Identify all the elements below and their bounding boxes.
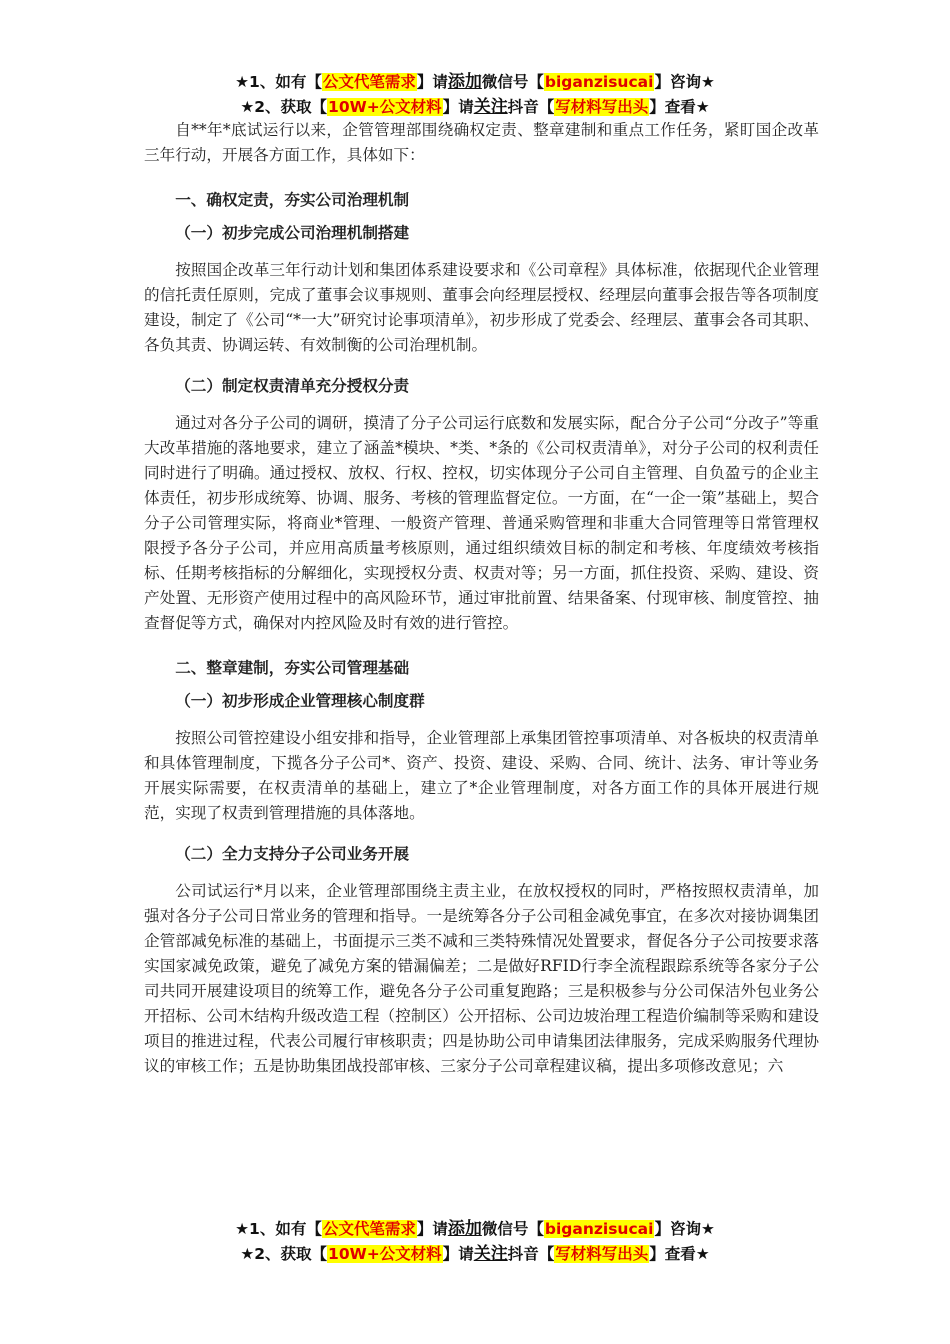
- promo-text: ★2、获取【: [240, 98, 328, 116]
- document-body: [144, 118, 819, 1079]
- promo-highlight: 公文代笔需求: [322, 1220, 416, 1238]
- body-paragraph: 按照公司管控建设小组安排和指导，企业管理部上承集团管控事项清单、对各板块的权责清单和具体管理制度，下揽各分子公司*、资产、投资、建设、采购、合同、统计、法务、审计等业务开展实际需要，在权责清单的基础上，建立了*企业管理制度，对各方面工作的具体开展进行规范，实现了权责到管理措施的具体落地。: [144, 729, 819, 822]
- promo-highlight: 公文代笔需求: [322, 73, 416, 91]
- promo-line-2: [0, 95, 950, 120]
- promo-underline: 添加: [447, 72, 482, 92]
- promo-text: 】请: [442, 98, 474, 116]
- promo-highlight: 10W+公文材料: [328, 1245, 442, 1263]
- promo-text: 】请: [416, 73, 448, 91]
- subsection-heading: （一）初步形成企业管理核心制度群: [175, 692, 425, 710]
- promo-line-1: [0, 1217, 950, 1242]
- promo-text: 】查看★: [649, 1245, 710, 1263]
- subsection-heading: （一）初步完成公司治理机制搭建: [175, 224, 410, 242]
- promo-underline: 关注: [473, 1244, 508, 1264]
- promo-text: 抖音【: [507, 98, 555, 116]
- promo-text: 微信号【: [481, 1220, 544, 1238]
- body-paragraph: 公司试运行*月以来，企业管理部围绕主责主业，在放权授权的同时，严格按照权责清单，加强对各分子公司日常业务的管理和指导。一是统筹各分子公司租金减免事宜，在多次对接协调集团企管部减免标准的基础上，书面提示三类不减和三类特殊情况处置要求，督促各分子公司按要求落实国家减免政策，避免了减免方案的错漏偏差；二是做好RFID行李全流程跟踪系统等各家分子公司共同开展建设项目的统筹工作，避免各分子公司重复跑路；三是积极参与分公司保洁外包业务公开招标、公司木结构升级改造工程（控制区）公开招标、公司边坡治理工程造价编制等采购和建设项目的推进过程，代表公司履行审核职责；四是协助公司申请集团法律服务，完成采购服务代理协议的审核工作；五是协助集团战投部审核、三家分子公司章程建议稿，提出多项修改意见；六: [144, 882, 819, 1075]
- promo-underline: 添加: [447, 1219, 482, 1239]
- promo-text: 】查看★: [649, 98, 710, 116]
- promo-highlight: biganzisucai: [544, 1220, 654, 1238]
- promo-header: [0, 70, 950, 120]
- promo-highlight: 写材料写出头: [555, 98, 649, 116]
- promo-text: ★1、如有【: [235, 1220, 322, 1238]
- promo-footer: [0, 1217, 950, 1267]
- promo-text: 】请: [416, 1220, 448, 1238]
- promo-text: 】请: [442, 1245, 474, 1263]
- body-paragraph: 通过对各分子公司的调研，摸清了分子公司运行底数和发展实际，配合分子公司“分改子”等重大改革措施的落地要求，建立了涵盖*模块、*类、*条的《公司权责清单》，对分子公司的权利责任同时进行了明确。通过授权、放权、行权、控权，切实体现分子公司自主管理、自负盈亏的企业主体责任，初步形成统筹、协调、服务、考核的管理监督定位。一方面，在“一企一策”基础上，契合分子公司管理实际，将商业*管理、一般资产管理、普通采购管理和非重大合同管理等日常管理权限授予各分子公司，并应用高质量考核原则，通过组织绩效目标的制定和考核、年度绩效考核指标、任期考核指标的分解细化，实现授权分责、权责对等；另一方面，抓住投资、采购、建设、资产处置、无形资产使用过程中的高风险环节，通过审批前置、结果备案、付现审核、制度管控、抽查督促等方式，确保对内控风险及时有效的进行管控。: [144, 414, 819, 632]
- promo-line-1: [0, 70, 950, 95]
- promo-underline: 关注: [473, 97, 508, 117]
- promo-highlight: 10W+公文材料: [328, 98, 442, 116]
- subsection-heading: （二）全力支持分子公司业务开展: [175, 845, 410, 863]
- promo-text: ★2、获取【: [240, 1245, 328, 1263]
- promo-line-2: [0, 1242, 950, 1267]
- section-heading: 一、确权定责，夯实公司治理机制: [175, 191, 410, 209]
- promo-text: 抖音【: [507, 1245, 555, 1263]
- section-heading: 二、整章建制，夯实公司管理基础: [175, 659, 410, 677]
- promo-text: 微信号【: [481, 73, 544, 91]
- body-paragraph: 按照国企改革三年行动计划和集团体系建设要求和《公司章程》具体标准，依据现代企业管理的信托责任原则，完成了董事会议事规则、董事会向经理层授权、经理层向董事会报告等各项制度建设，制定了《公司“*一大”研究讨论事项清单》，初步形成了党委会、经理层、董事会各司其职、各负其责、协调运转、有效制衡的公司治理机制。: [144, 261, 819, 354]
- subsection-heading: （二）制定权责清单充分授权分责: [175, 377, 410, 395]
- promo-text: 】咨询★: [654, 73, 715, 91]
- intro-paragraph: 自**年*底试运行以来，企管管理部围绕确权定责、整章建制和重点工作任务，紧盯国企改革三年行动，开展各方面工作，具体如下：: [144, 121, 819, 164]
- promo-highlight: biganzisucai: [544, 73, 654, 91]
- promo-text: 】咨询★: [654, 1220, 715, 1238]
- promo-text: ★1、如有【: [235, 73, 322, 91]
- promo-highlight: 写材料写出头: [555, 1245, 649, 1263]
